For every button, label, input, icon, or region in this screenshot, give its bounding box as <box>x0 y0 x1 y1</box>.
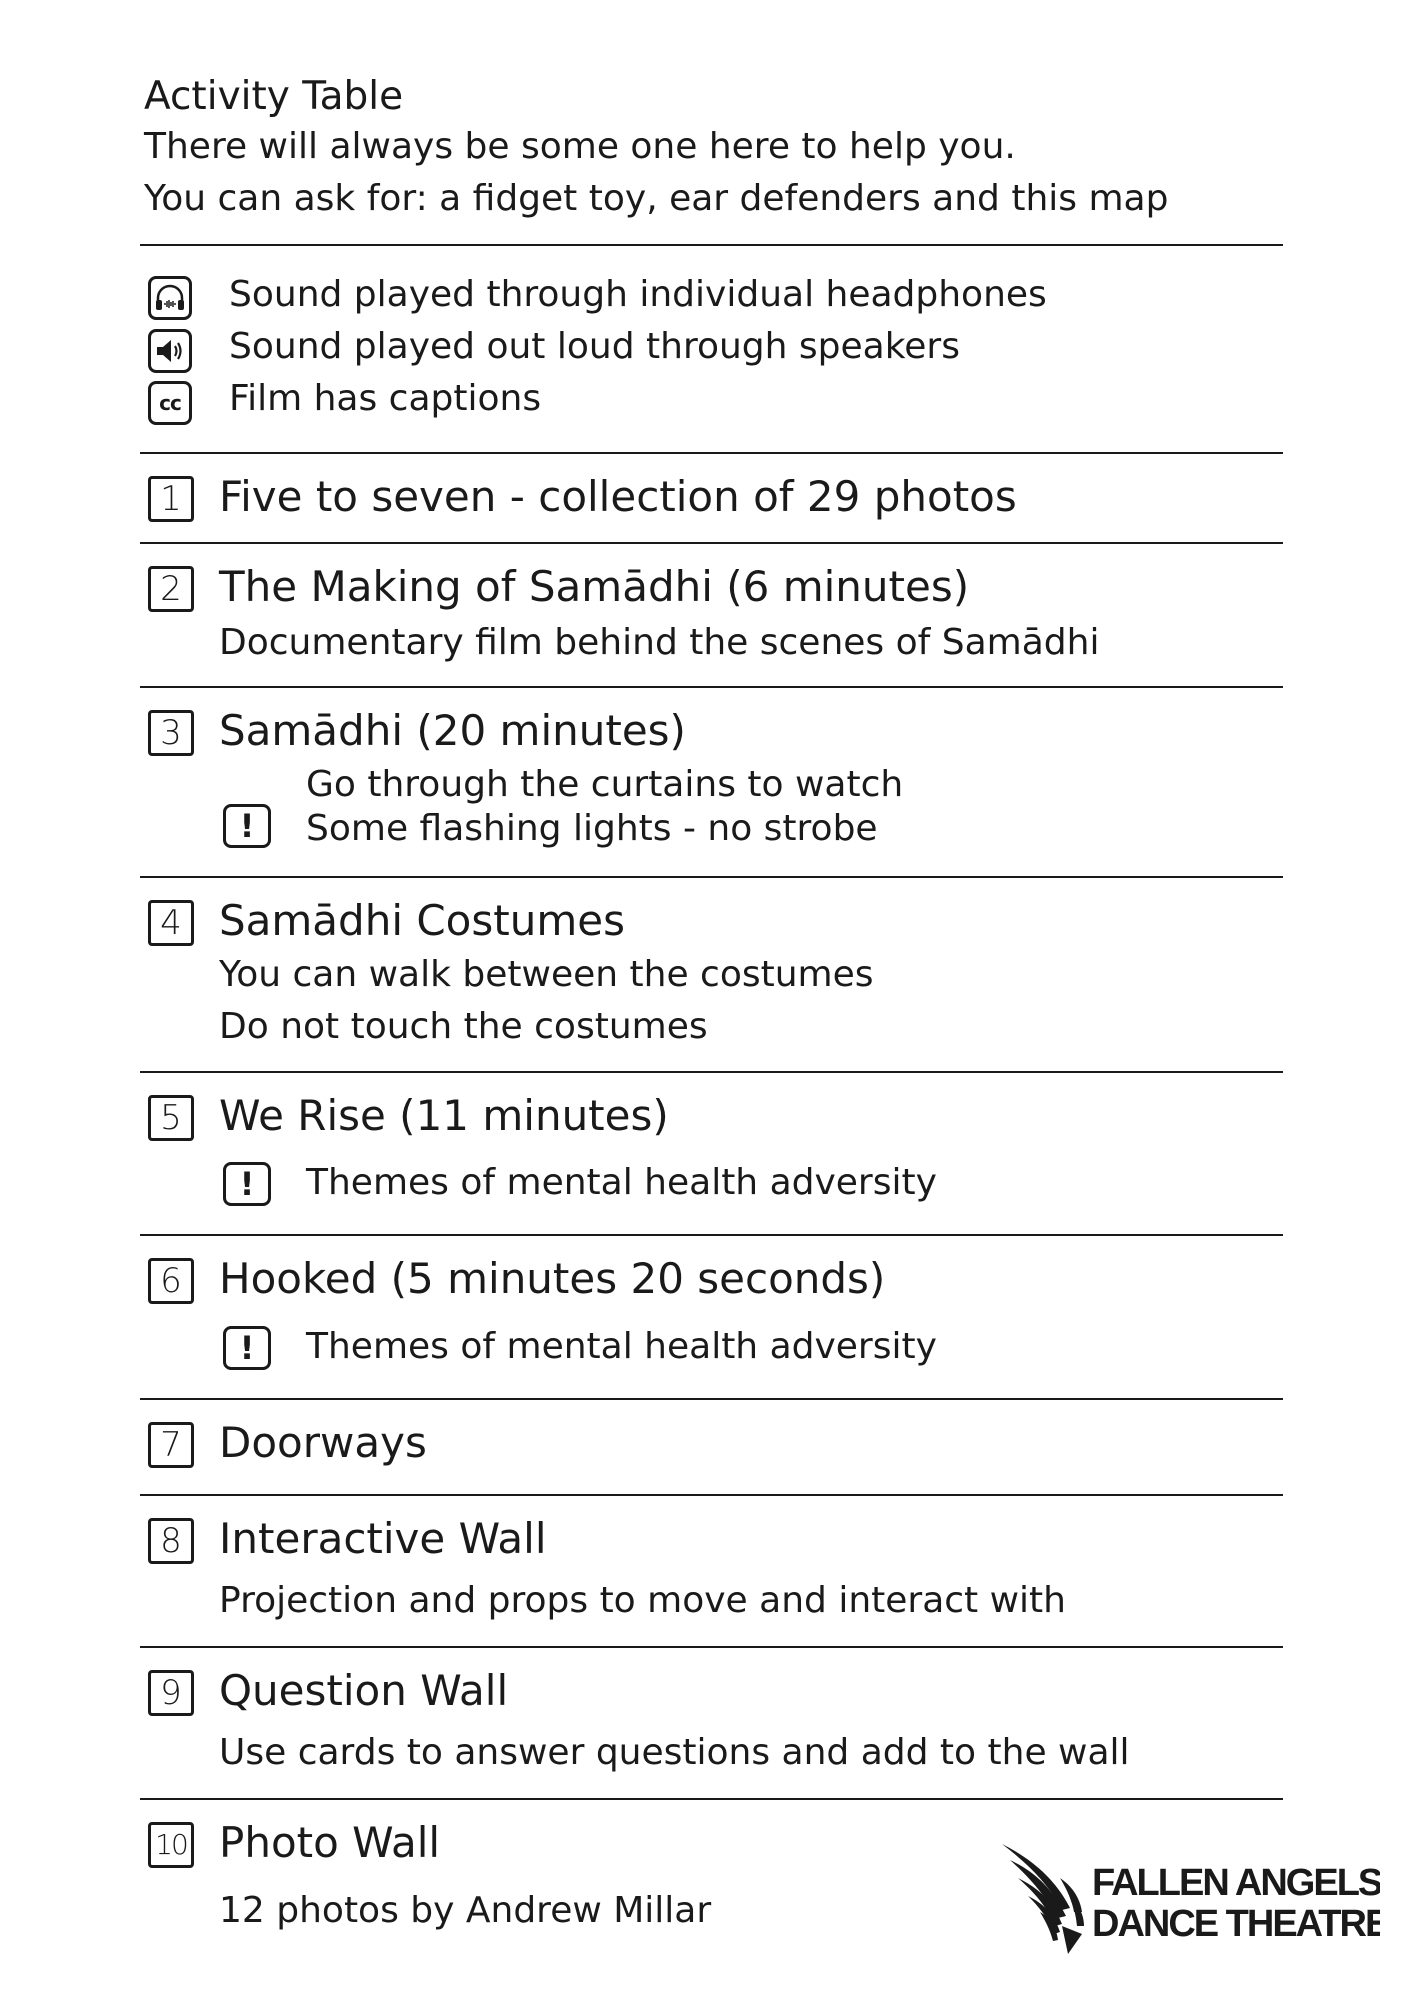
item-number-badge: 6 <box>148 1258 194 1304</box>
key-label-headphones: Sound played through individual headphones <box>229 274 1047 315</box>
divider <box>140 686 1283 688</box>
item-number-badge: 5 <box>148 1095 194 1141</box>
item-title: Doorways <box>219 1418 427 1467</box>
logo-line-2: DANCE THEATRE <box>1092 1903 1380 1945</box>
divider <box>140 876 1283 878</box>
page-title: Activity Table <box>144 74 404 119</box>
divider <box>140 542 1283 544</box>
key-label-speakers: Sound played out loud through speakers <box>229 326 960 367</box>
item-detail: Use cards to answer questions and add to the wall <box>219 1732 1130 1773</box>
item-title: Interactive Wall <box>219 1514 547 1563</box>
key-label-captions: Film has captions <box>229 378 542 419</box>
item-detail: Themes of mental health adversity <box>306 1162 937 1203</box>
item-number-badge: 4 <box>148 900 194 946</box>
wing-icon <box>1000 1838 1380 1958</box>
item-detail: Some flashing lights - no strobe <box>306 808 878 849</box>
item-detail: Go through the curtains to watch <box>306 764 904 805</box>
item-title: Samādhi Costumes <box>219 896 625 945</box>
item-detail: 12 photos by Andrew Millar <box>219 1890 712 1931</box>
item-number-badge: 3 <box>148 710 194 756</box>
item-number-badge: 7 <box>148 1422 194 1468</box>
item-title: Photo Wall <box>219 1818 441 1867</box>
intro-line-1: There will always be some one here to help you. <box>144 126 1016 167</box>
divider <box>140 1398 1283 1400</box>
item-title: Question Wall <box>219 1666 509 1715</box>
item-title: Hooked (5 minutes 20 seconds) <box>219 1254 886 1303</box>
item-detail: Projection and props to move and interact with <box>219 1580 1066 1621</box>
item-number-badge: 9 <box>148 1670 194 1716</box>
speaker-icon <box>148 329 192 373</box>
item-detail: Documentary film behind the scenes of Samādhi <box>219 622 1100 663</box>
warning-icon: ! <box>223 804 271 848</box>
item-detail: You can walk between the costumes <box>219 954 874 995</box>
divider <box>140 1234 1283 1236</box>
fallen-angels-logo <box>1000 1838 1380 1958</box>
item-title: We Rise (11 minutes) <box>219 1091 669 1140</box>
item-title: The Making of Samādhi (6 minutes) <box>219 562 970 611</box>
item-number-badge: 10 <box>148 1822 194 1868</box>
divider <box>140 244 1283 246</box>
item-number-badge: 1 <box>148 476 194 522</box>
captions-icon-text: cc <box>159 391 181 415</box>
item-detail: Themes of mental health adversity <box>306 1326 937 1367</box>
divider <box>140 1646 1283 1648</box>
divider <box>140 452 1283 454</box>
captions-icon <box>148 381 192 425</box>
divider <box>140 1494 1283 1496</box>
divider <box>140 1071 1283 1073</box>
headphones-icon <box>148 276 192 320</box>
warning-icon: ! <box>223 1326 271 1370</box>
item-title: Samādhi (20 minutes) <box>219 706 686 755</box>
warning-icon: ! <box>223 1162 271 1206</box>
item-title: Five to seven - collection of 29 photos <box>219 472 1017 521</box>
item-detail: Do not touch the costumes <box>219 1006 708 1047</box>
divider <box>140 1798 1283 1800</box>
intro-line-2: You can ask for: a fidget toy, ear defenders and this map <box>144 178 1169 219</box>
item-number-badge: 2 <box>148 566 194 612</box>
item-number-badge: 8 <box>148 1518 194 1564</box>
logo-line-1: FALLEN ANGELS <box>1092 1862 1380 1904</box>
